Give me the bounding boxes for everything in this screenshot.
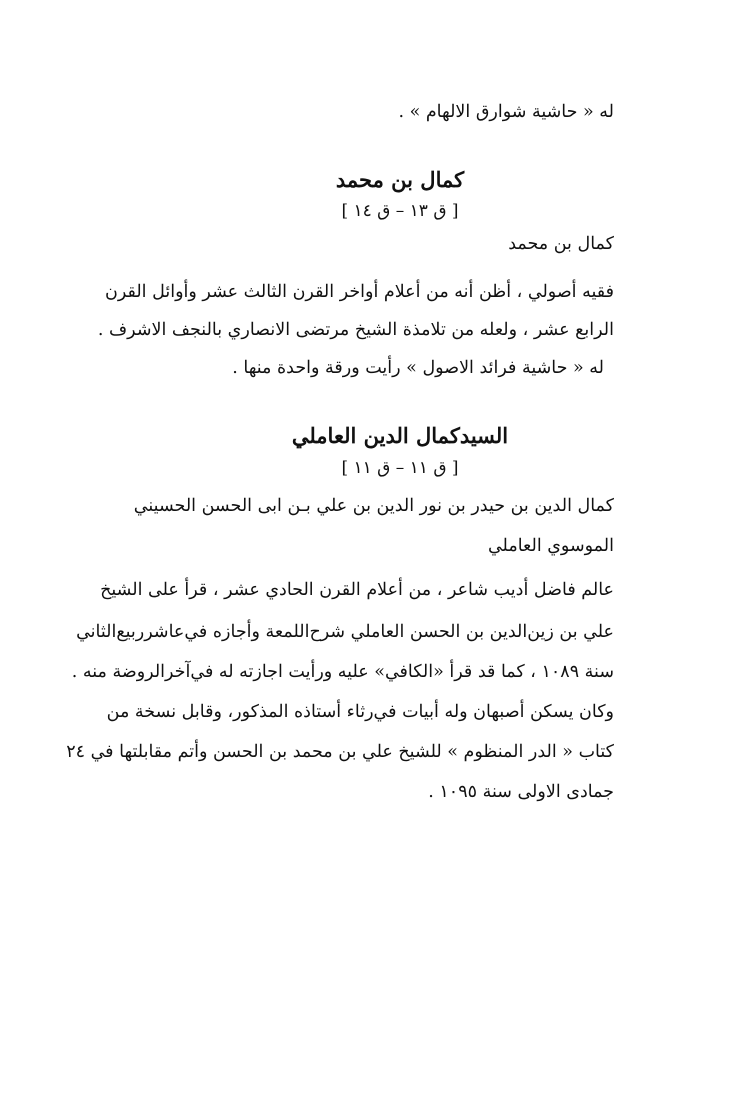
entry-2-line-1: كمال الدين بن حيدر بن نور الدين بن علي بـن ابى الحسن الحسيني xyxy=(133,496,614,516)
entry-2-title: السيدكمال الدين العاملي xyxy=(291,423,509,448)
intro-line: له « حاشية شوارق الالهام » . xyxy=(398,102,614,122)
entry-2-line-7: كتاب « الدر المنظوم » للشيخ علي بن محمد بن الحسن وأتم مقابلتها في ٢٤ xyxy=(66,742,614,762)
entry-1-title: كمال بن محمد xyxy=(335,167,465,192)
entry-2-line-6: وكان يسكن أصبهان وله أبيات في‌رثاء أستاذه المذكور، وقابل نسخة من xyxy=(106,702,614,722)
entry-1-name: كمال بن محمد xyxy=(508,234,614,254)
entry-1-dates: [ ق ١٣ – ق ١٤ ] xyxy=(341,201,459,221)
entry-2-dates: [ ق ١١ – ق ١١ ] xyxy=(341,458,459,478)
entry-1-line-3: له « حاشية فرائد الاصول » رأيت ورقة واحدة منها . xyxy=(232,358,604,378)
entry-1-line-1: فقيه أصولي ، أظن أنه من أعلام أواخر القرن الثالث عشر وأوائل القرن xyxy=(104,282,614,302)
entry-1-line-2: الرابع عشر ، ولعله من تلامذة الشيخ مرتضى الانصاري بالنجف الاشرف . xyxy=(97,320,614,340)
entry-2-line-2: الموسوي العاملي xyxy=(487,536,614,556)
entry-2-line-5: سنة ١٠٨٩ ، كما قد قرأ «الكافي» عليه ورأيت اجازته له في‌آخرالروضة منه . xyxy=(71,662,614,682)
entry-2-line-8: جمادى الاولى سنة ١٠٩٥ . xyxy=(428,782,614,802)
entry-2-line-3: عالم فاضل أديب شاعر ، من أعلام القرن الحادي عشر ، قرأ على الشيخ xyxy=(100,580,614,600)
entry-2-line-4: علي بن زين‌الدين بن الحسن العاملي شرح‌اللمعة وأجازه في‌عاشرربيع‌الثاني xyxy=(76,622,614,642)
